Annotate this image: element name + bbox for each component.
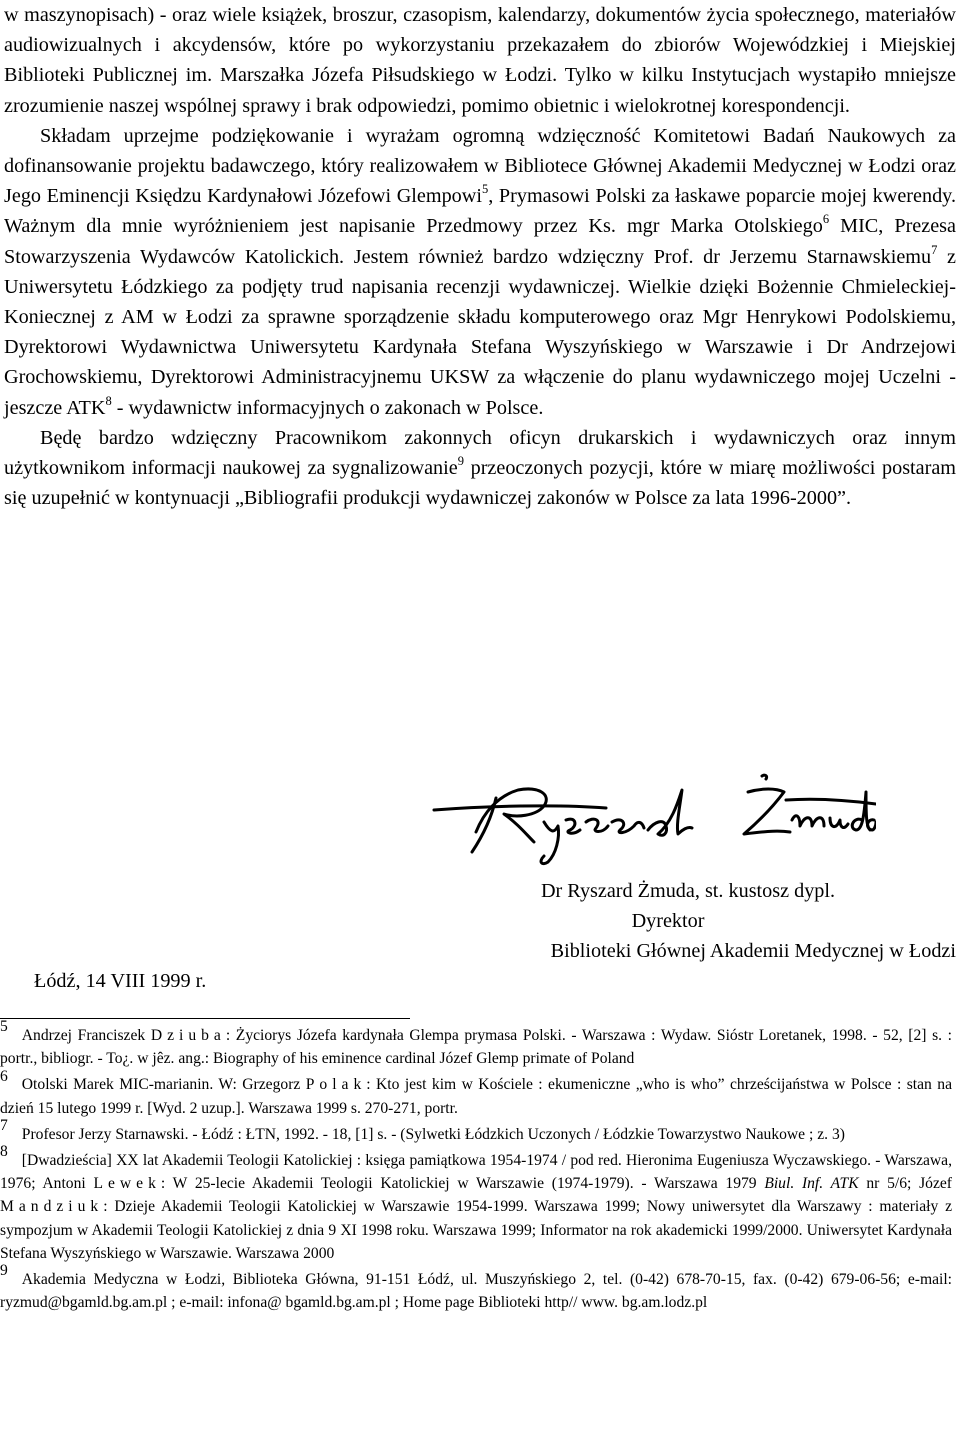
footnote-number: 5 <box>0 1018 8 1036</box>
footnote-divider <box>0 1018 410 1019</box>
footnote-ref-5[interactable]: 5 <box>481 182 489 197</box>
signature-title: Dyrektor <box>631 910 705 933</box>
footnote-ref-9[interactable]: 9 <box>457 454 464 469</box>
place-date: Łódź, 14 VIII 1999 r. <box>34 970 207 992</box>
paragraph-3: Będę bardzo wdzięczny Pracownikom zakonnych oficyn drukarskich i wydawniczych oraz innym użytkownikom informacji naukowej za sygnalizowanie$^9$ przeoczonych pozycji, które w miarę możliwości postaram się uzupełnić w kontynuacji „Bibliografii produkcji wydawniczej zakonów w Polsce za lata 1996-2000”. <box>4 426 957 510</box>
footnote-8: 8[Dwadzieścia] XX lat Akademii Teologii Katolickiej : księga pamiątkowa 1954-1974 / pod red. Hieronima Eugeniusza Wyczawskiego. - Warszawa, 1976; Antoni Lewek: W 25-lecie Akademii Teologii Katolickiej w Warszawie (1974-1979). - Warszawa 1979 Biul. Inf. ATK nr 5/6; Józef Mandziuk: Dzieje Akademii Teologii Katolickiej w Warszawie 1954-1999. Warszawa 1999; Nowy uniwersytet dla Warszawy : materiały z sympozjum w Akademii Teologii Katolickiej z dnia 9 XI 1998 roku. Warszawa 1999; Informator na rok akademicki 1999/2000. Uniwersytet Kardynała Stefana Wyszyńskiego w Warszawie. Warszawa 2000 <box>0 1143 952 1262</box>
footnote-number: 8 <box>0 1143 8 1161</box>
footnote-7: 7Profesor Jerzy Starnawski. - Łódź : ŁTN, 1992. - 18, [1] s. - (Sylwetki Łódzkich Uczonych / Łódzkie Towarzystwo Naukowe ; z. 3) <box>0 1117 845 1143</box>
footnote-number: 7 <box>0 1117 8 1135</box>
footnote-5: 5Andrzej Franciszek Dziuba: Życiorys Józefa kardynała Glempa prymasa Polski. - Warszawa : Wydaw. Sióstr Loretanek, 1998. - 52, [2] s. : portr., bibliogr. - To¿. w jêz. ang.: Biography of his eminence cardinal Józef Glemp primate of Poland <box>0 1018 952 1068</box>
footnote-ref-8[interactable]: 8 <box>105 393 112 408</box>
footnote-number: 6 <box>0 1067 8 1085</box>
document-page <box>4 0 956 513</box>
signature-block <box>380 876 956 967</box>
paragraph-1: w maszynopisach) - oraz wiele książek, broszur, czasopism, kalendarzy, dokumentów życia społecznego, materiałów audiowizualnych i akcydensów, które po wykorzystaniu przekazałem do zbiorów Wojewódzkiej i Miejskiej Biblioteki Publicznej im. Marszałka Józefa Piłsudskiego w Łodzi. Tylko w kilku Instytucjach wystapiło mniejsze zrozumienie naszej wspólnej sprawy i brak odpowiedzi, pomimo obietnic i wielokrotnej korespondencji. <box>4 4 956 117</box>
main-text <box>4 0 956 513</box>
footnote-ref-6[interactable]: 6 <box>822 212 830 227</box>
footnote-ref-7[interactable]: 7 <box>931 242 938 257</box>
footnote-9: 9Akademia Medyczna w Łodzi, Biblioteka Główna, 91-151 Łódź, ul. Muszyńskiego 2, tel. (0-42) 678-70-15, fax. (0-42) 679-06-56; e-mail: ryzmud@bgamld.bg.am.pl ; e-mail: infona@ bgamld.bg.am.pl ; Home page Biblioteki http// www. bg.am.lodz.pl <box>0 1262 952 1312</box>
footnote-number: 9 <box>0 1262 8 1280</box>
signature-name: Dr Ryszard Żmuda, st. kustosz dypl. <box>540 880 836 902</box>
paragraph-2: Składam uprzejme podziękowanie i wyrażam ogromną wdzięczność Komitetowi Badań Naukowych za dofinansowanie projektu badawczego, który realizowałem w Bibliotece Głównej Akademii Medycznej w Łodzi oraz Jego Eminencji Księdzu Kardynałowi Józefowi Glempowi$^5$, Prymasowi Polski za łaskawe poparcie mojej kwerendy. Ważnym dla mnie wyróżnieniem jest napisanie Przedmowy przez Ks. mgr Marka Otolskiego$^6$ MIC, Prezesa Stowarzyszenia Wydawców Katolickich. Jestem również bardzo wdzięczny Prof. dr Jerzemu Starnawskiemu$^7$ z Uniwersytetu Łódzkiego za podjęty trud napisania recenzji wydawniczej. Wielkie dzięki Bożennie Chmieleckiej-Koniecznej z AM w Łodzi za sprawne sporządzenie składu komputerowego oraz Mgr Henrykowi Podolskiemu, Dyrektorowi Wydawnictwa Uniwersytetu Kardynała Stefana Wyszyńskiego w Warszawie i Dr Andrzejowi Grochowskiemu, Dyrektorowi Administracyjnemu UKSW za włączenie do planu wydawniczego mojej Uczelni - jeszcze ATK$^8$ - wydawnictw informacyjnych o zakonach w Polsce. <box>4 124 956 419</box>
handwritten-signature <box>426 772 876 868</box>
footnote-6: 6Otolski Marek MIC-marianin. W: Grzegorz Polak: Kto jest kim w Kościele : ekumeniczne „who is who” chrześcijaństwa w Polsce : stan na dzień 15 lutego 1999 r. [Wyd. 2 uzup.]. Warszawa 1999 s. 270-271, portr. <box>0 1067 952 1117</box>
footnotes <box>0 1018 952 1317</box>
signature-institution: Biblioteki Głównej Akademii Medycznej w Łodzi <box>550 940 956 963</box>
